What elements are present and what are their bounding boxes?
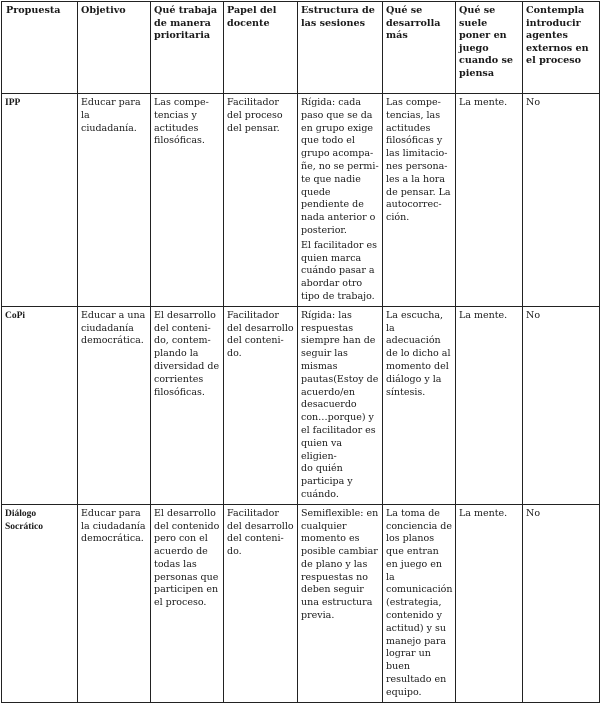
header-prioritaria: Qué trabaja de manera prioritaria	[151, 2, 224, 94]
cell-estructura-paragraph-2: El facilitador es quien marca cuándo pasar a abordar otro tipo de trabajo.	[301, 239, 377, 302]
cell-estructura	[298, 504, 383, 702]
cell-objetivo: Educar para la ciudadanía democrática.	[78, 504, 151, 702]
cell-papel-docente: Facilitador del proceso del pensar.	[224, 94, 298, 307]
header-row	[2, 2, 600, 94]
cell-desarrolla: Las compe- tencias, las actitudes filosóficas y las limitacio- nes persona- les a la hora de pensar. La autocorrec- ción.	[383, 94, 456, 307]
cell-agentes-externos: No	[523, 306, 600, 504]
header-propuesta: Propuesta	[2, 2, 78, 94]
cell-en-juego: La mente.	[456, 504, 523, 702]
header-estructura: Estructura de las sesiones	[298, 2, 383, 94]
cell-estructura	[298, 306, 383, 504]
table-row-ipp	[2, 94, 600, 307]
cell-en-juego: La mente.	[456, 306, 523, 504]
cell-estructura	[298, 94, 383, 307]
cell-papel-docente: Facilitador del desarrollo del conteni- do.	[224, 306, 298, 504]
cell-prioritaria: Las compe- tencias y actitudes filosóficas.	[151, 94, 224, 307]
cell-agentes-externos: No	[523, 94, 600, 307]
table-row-copi	[2, 306, 600, 504]
cell-en-juego: La mente.	[456, 94, 523, 307]
cell-prioritaria: El desarrollo del conteni- do, contem- plando la diversidad de corrientes filosóficas.	[151, 306, 224, 504]
cell-estructura-paragraph-1: Semiflexible: en cualquier momento es posible cambiar de plano y las respuestas no deben seguir una estructura previa.	[301, 507, 379, 622]
header-objetivo: Objetivo	[78, 2, 151, 94]
cell-propuesta: Diálogo Socrático	[2, 504, 78, 702]
cell-objetivo: Educar a una ciudadanía democrática.	[78, 306, 151, 504]
cell-propuesta: CoPi	[2, 306, 78, 504]
table-row-dialogo-socratico	[2, 504, 600, 702]
cell-objetivo: Educar para la ciudadanía.	[78, 94, 151, 307]
cell-estructura-paragraph-1: Rígida: las respuestas siempre han de seguir las mismas pautas(Estoy de acuerdo/en desacuerdo con…porque) y el facilitador es quien va eligien- do quién participa y cuándo.	[301, 309, 379, 500]
cell-propuesta: IPP	[2, 94, 78, 307]
header-en-juego: Qué se suele poner en juego cuando se piensa	[456, 2, 523, 94]
cell-papel-docente: Facilitador del desarrollo del conteni- do.	[224, 504, 298, 702]
cell-agentes-externos: No	[523, 504, 600, 702]
header-papel-docente: Papel del docente	[224, 2, 298, 94]
proposals-comparison-table	[1, 1, 600, 703]
cell-desarrolla: La escucha, la adecuación de lo dicho al momento del diálogo y la síntesis.	[383, 306, 456, 504]
header-desarrolla: Qué se desarrolla más	[383, 2, 456, 94]
header-agentes-externos: Contempla introducir agentes externos en el proceso	[523, 2, 600, 94]
cell-estructura-paragraph-1: Rígida: cada paso que se da en grupo exige que todo el grupo acompa- ñe, no se permi- te que nadie quede pendiente de nada anterior o posterior.	[301, 97, 379, 236]
cell-desarrolla: La toma de conciencia de los planos que entran en juego en la comunicación (estrategia, contenido y actitud) y su manejo para lograr un buen resultado en equipo.	[383, 504, 456, 702]
cell-prioritaria: El desarrollo del contenido pero con el acuerdo de todas las personas que participen en el proceso.	[151, 504, 224, 702]
